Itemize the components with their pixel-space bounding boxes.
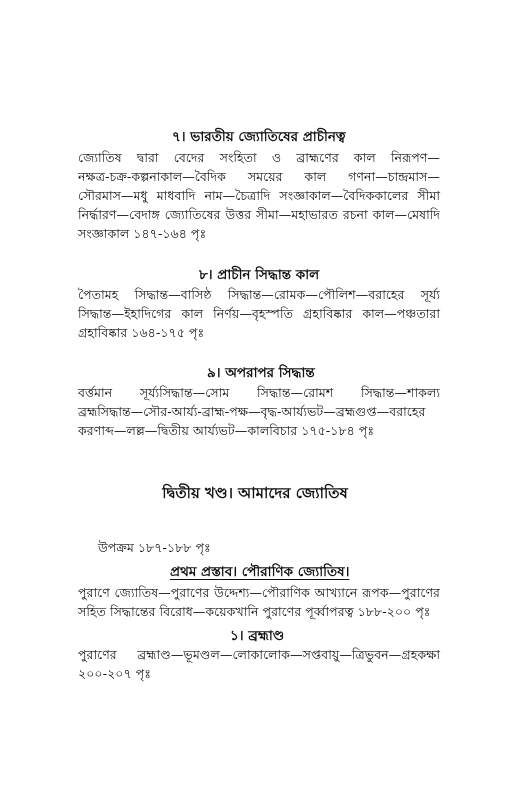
subsection-line: পুরাণের ব্রহ্মাণ্ড—ভূমণ্ডল—লোকালোক—সপ্তবায়ু—ত্রিভুবন—গ্রহকক্ষা [78,647,440,662]
section-8-heading: ৮। প্রাচীন সিদ্ধান্ত কাল [199,267,320,283]
subsection-line: ২০০-২০৭ পৃঃ [78,666,151,681]
chapter-line: পুরাণে জ্যোতিষ—পুরাণের উদ্দেশ্য—পৌরাণিক আখ্যানে রূপক—পুরাণের [78,585,440,600]
section-9-line: ব্রহ্মসিদ্ধান্ত—সৌর-আর্য্য-ব্রাহ্ম-পক্ষ—বৃদ্ধ-আর্য্যভট—ব্রহ্মগুপ্ত—বরাহের [78,404,426,419]
section-7-line: সংজ্ঞাকাল ১৪৭-১৬৪ পৃঃ [78,226,207,241]
section-9-heading: ৯। অপরাপর সিদ্ধান্ত [207,365,315,381]
subsection-body [78,645,440,683]
section-8-body [78,285,440,342]
section-7-line: নির্দ্ধারণ—বেদাঙ্গ জ্যোতিষের উত্তর সীমা—মহাভারত রচনা কাল—মেষাদি [78,207,440,222]
section-7-body [78,148,440,243]
part-title: দ্বিতীয় খণ্ড। আমাদের জ্যোতিষ [162,484,348,502]
section-7-heading: ৭। ভারতীয় জ্যোতিষের প্রাচীনত্ব [172,129,346,145]
section-7-line: জ্যোতিষ দ্বারা বেদের সংহিতা ও ব্রাহ্মণের কাল নিরূপণ— [78,150,440,165]
section-8-line: গ্রহাবিষ্কার ১৬৪-১৭৫ পৃঃ [78,325,205,340]
intro-line: উপক্রম ১৮৭-১৮৮ পৃঃ [98,540,211,555]
chapter-body [78,583,440,621]
section-7-line: নক্ষত্র-চক্র-কল্পনাকাল—বৈদিক সময়ের কাল গণনা—চান্দ্রমাস— [78,169,440,184]
section-9-body [78,383,440,440]
section-8-line: সিদ্ধান্ত—ইহাদিগের কাল নির্ণয়—বৃহস্পতি গ্রহাবিষ্কার কাল—পঞ্চতারা [78,306,440,321]
chapter-heading: প্রথম প্রস্তাব। পৌরাণিক জ্যোতিষ। [170,564,350,580]
section-8-line: পৈতামহ সিদ্ধান্ত—বাসিষ্ঠ সিদ্ধান্ত—রোমক—পৌলিশ—বরাহের সূর্য্য [78,287,440,302]
chapter-line: সহিত সিদ্ধান্তের বিরোধ—কয়েকখানি পুরাণের পূর্ব্বাপরত্ব ১৮৮-২০০ পৃঃ [78,604,431,619]
section-9-line: বর্ত্তমান সূর্য্যসিদ্ধান্ত—সোম সিদ্ধান্ত—রোমশ সিদ্ধান্ত—শাকল্য [78,385,440,400]
subsection-heading: ১। ব্রহ্মাণ্ড [230,628,285,644]
section-9-line: করণাব্দ—লল্ল—দ্বিতীয় আর্য্যভট—কালবিচার ১৭৫-১৮৪ পৃঃ [78,423,375,438]
section-7-line: সৌরমাস—মধু মাধবাদি নাম—চৈত্রাদি সংজ্ঞাকাল—বৈদিককালের সীমা [78,188,440,203]
